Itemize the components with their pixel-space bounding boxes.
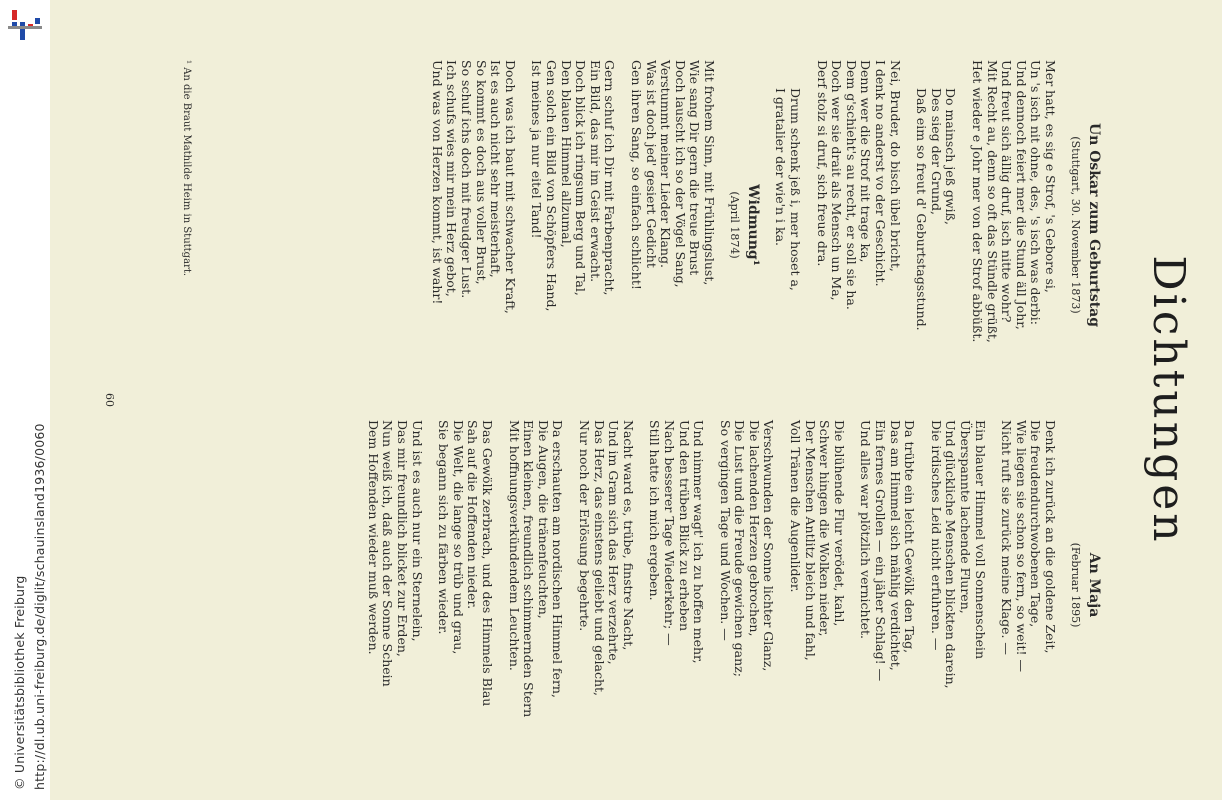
stanza xyxy=(628,60,716,390)
poem-line: Die freudendurchwobenen Tage, xyxy=(1028,420,1044,628)
poem-line: Gen solch ein Bild von Schöpfers Hand, xyxy=(543,60,559,312)
poem-line: Dem Hoffenden wieder muß werden. xyxy=(365,420,381,655)
poem-line: Nei, Bruder, do bisch übel bricht, xyxy=(887,60,903,272)
poem-line: Die blühende Flur verödet, kahl, xyxy=(831,420,847,627)
poem-line: Des sieg der Grund, xyxy=(928,88,944,215)
poem-line: Doch lauscht ich so der Vögel Sang, xyxy=(672,60,688,288)
page-content xyxy=(50,0,1222,800)
poem-line: I gratalier der wie'n i ka. xyxy=(773,88,789,247)
poem xyxy=(429,60,761,390)
stanza xyxy=(717,420,775,750)
poem-line: Ist meines ja nur eitel Tand! xyxy=(529,60,545,239)
source-url-link[interactable]: http://dl.ub.uni-freiburg.de/diglit/schauinsland1936/0060 xyxy=(32,423,47,790)
poem-line: Ein Bild, das mir im Geist erwacht. xyxy=(587,60,603,283)
poem-line: Denn wer die Strof nit trage ka, xyxy=(858,60,874,263)
poem-line: Mit Recht au, denn so oft das Stündle grüßt, xyxy=(984,60,1000,343)
poem-line: Verschwunden der Sonne lichter Glanz, xyxy=(761,420,777,672)
poem-line: Sah auf die Hoffenden nieder. xyxy=(465,420,481,610)
poem-line: Nur noch der Erlösung begehrte. xyxy=(576,420,592,632)
poem-title: An Maja xyxy=(1086,552,1102,618)
poem-line: Verstummt meiner Lieder Klang. xyxy=(658,60,674,268)
stanza xyxy=(969,60,1057,390)
stanza xyxy=(529,60,617,390)
poem-line: Und im Gram sich das Herz verzehrte, xyxy=(606,420,622,665)
poem-line: Mit frohem Sinn, mit Frühlingslust, xyxy=(701,60,717,286)
poem-line: Gern schuf ich Dir mit Farbenpracht, xyxy=(602,60,618,296)
poem-line: Nach besserer Tage Wiederkehr; — xyxy=(661,420,677,646)
poem-line: Doch was ich baut mit schwacher Kraft, xyxy=(502,60,518,314)
poem-line: Das mir freundlich blicket zur Erden, xyxy=(395,420,411,657)
page-title: Dichtungen xyxy=(1143,255,1194,545)
poem-line: Gen ihren Sang, so einfach schlicht! xyxy=(628,60,644,290)
stanza xyxy=(858,420,916,750)
poem-line: Still hatte ich mich ergeben. xyxy=(647,420,663,601)
poem-line: So schuf ichs doch mit freudger Lust. xyxy=(459,60,474,299)
poem-line: Nacht ward es, trübe, finstre Nacht, xyxy=(620,420,636,651)
poem-line: Ich schufs wies mir mein Herz gebot, xyxy=(444,60,460,297)
poem-line: Mit hoffnungsverkündendem Leuchten. xyxy=(506,420,522,671)
poem-line: Und was von Herzen kommt, ist wahr! xyxy=(429,60,445,305)
poem-line: Einen kleinen, freundlich schimmernden Stern xyxy=(521,420,537,718)
poem-line: Überspannte lachende Fluren, xyxy=(958,420,974,614)
poem-line: Und nimmer wagt' ich zu hoffen mehr, xyxy=(691,420,707,664)
left-column xyxy=(417,60,1102,390)
poem xyxy=(365,420,1102,750)
poem-line: Ein blauer Himmel voll Sonnenschein xyxy=(972,420,988,660)
poem-line: Und glückliche Menschen blickten darein, xyxy=(943,420,959,689)
page-number: 60 xyxy=(103,393,116,407)
poem-line: Da erschauten am nordischen Himmel fern, xyxy=(550,420,566,698)
poem-line: Und dennoch feiert mer die Stund äll Johr, xyxy=(1013,60,1029,330)
poem xyxy=(773,60,1102,390)
poem-line: Sie begann sich zu färben wieder. xyxy=(436,420,452,635)
poem-line: Und den trüben Blick zu erheben xyxy=(676,420,692,632)
stanza xyxy=(436,420,494,750)
poem-line: Ist es auch nicht sehr meisterhaft, xyxy=(488,60,504,278)
poem-line: Und ist es auch nur ein Sternelein, xyxy=(409,420,425,642)
poem-line: Die Lust und die Freude gewichen ganz; xyxy=(732,420,748,677)
poem-line: Doch blick ich ringsum Berg und Tal, xyxy=(573,60,589,296)
poem-line: I denk no anderst vo der Geschicht. xyxy=(873,60,889,287)
poem-line: Het wieder e Johr mer von der Strof abbüßt. xyxy=(970,60,986,343)
poem-line: Den blauen Himmel allzumal, xyxy=(558,60,574,248)
poem-line: Die lachenden Herzen gebrochen, xyxy=(746,420,762,637)
scanned-page xyxy=(50,0,1222,800)
poem-line: Mer hatt, es sig e Strof, 's Gebore si, xyxy=(1043,60,1058,293)
poem-title: Widmung¹ xyxy=(744,184,761,266)
stanza xyxy=(429,60,517,390)
poem-line: Wie sang Dir gern die treue Brust xyxy=(687,60,703,276)
poem-line: So vergingen Tage und Wochen. — xyxy=(717,420,733,641)
poem-line: Die Welt, die lange so trüb und grau, xyxy=(450,420,466,655)
poem-line: Die irdisches Leid nicht erfuhren. — xyxy=(928,420,944,651)
poem-line: Das am Himmel sich mählig verdichtet, xyxy=(887,420,903,671)
poem-line: Schwer hingen die Wolken nieder, xyxy=(817,420,833,637)
poem-line: Die Augen, die tränenfeuchten, xyxy=(535,420,551,619)
poem-line: Ein fernes Grollen — ein jäher Schlag! — xyxy=(873,420,889,682)
poem-date: (April 1874) xyxy=(727,191,741,259)
poem-line: Nun weiß ich, daß auch der Sonne Schein xyxy=(380,420,396,687)
poem-line: Drum schenk jeß i, mer hoset a, xyxy=(788,88,804,291)
poem-line: Denk ich zurück an die goldene Zeit, xyxy=(1043,420,1058,654)
stanza xyxy=(365,420,423,750)
stanza xyxy=(788,420,846,750)
poem-date: (Stuttgart, 30. November 1873) xyxy=(1069,136,1082,314)
stanza xyxy=(647,420,705,750)
stanza xyxy=(914,60,958,390)
poem-date: (Februar 1895) xyxy=(1069,542,1082,628)
poem-line: Un 's isch nit ohne, des, 's isch was derbi: xyxy=(1028,60,1044,325)
poem-title: Un Oskar zum Geburtstag xyxy=(1086,122,1102,328)
stanza xyxy=(773,60,802,390)
stanza xyxy=(506,420,564,750)
poem-line: Was ist doch jed' gesiert Gedicht xyxy=(643,60,659,268)
poem-line: Doch wer sie drait als Mensch un Ma, xyxy=(829,60,845,301)
footnote: ¹ An die Braut Mathilde Heim in Stuttgart. xyxy=(181,60,192,277)
poem-line: Da trübte ein leicht Gewölk den Tag, xyxy=(902,420,918,654)
stanza xyxy=(576,420,634,750)
poem-line: Nicht ruft sie zurück meine Klage. — xyxy=(999,420,1015,655)
poem-line: Das Herz, das einstens geliebt und gelacht, xyxy=(591,420,607,696)
stanza xyxy=(814,60,902,390)
viewer-sidebar xyxy=(0,0,50,800)
poem-line: Und freut sich ällig druf, isch nitte wohr? xyxy=(999,60,1015,323)
stanza xyxy=(999,420,1057,750)
copyright-notice: © Universitätsbibliothek Freiburg xyxy=(12,575,27,790)
poem-line: Voll Tränen die Augenlider. xyxy=(788,420,804,593)
poem-line: Do mainsch jeß gwiß, xyxy=(943,88,959,225)
stanza xyxy=(928,420,986,750)
right-column xyxy=(353,420,1102,750)
poem-line: Der Menschen Antlitz bleich und fahl, xyxy=(802,420,818,661)
poem-line: Derf stolz si druf, sich freue dra. xyxy=(814,60,830,267)
poem-line: Und alles war plötzlich vernichtet. xyxy=(858,420,874,640)
poem-line: So kommt es doch aus voller Brust, xyxy=(473,60,489,285)
poem-line: Das Gewölk zerbrach, und des Himmels Blau xyxy=(480,420,495,707)
ub-freiburg-logo-icon xyxy=(8,6,42,46)
poem-line: Daß eim so freut d' Geburtstagsstund. xyxy=(914,88,930,331)
poem-line: Wie liegen sie schon so fern, so weit! — xyxy=(1013,420,1029,673)
poem-line: Dem g'schieht's au recht, er soll sie ha. xyxy=(843,60,859,310)
